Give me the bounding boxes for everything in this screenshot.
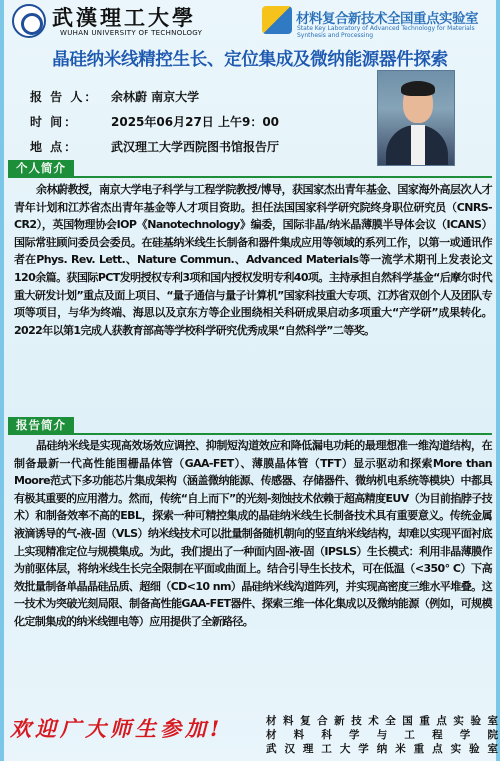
talk-meta: [30, 84, 360, 159]
speaker-row: [30, 84, 360, 109]
organizer-line: 材料复合新技术全国重点实验室: [266, 715, 498, 727]
speaker-photo: [377, 70, 455, 166]
report-text: 晶硅纳米线是实现高效场效应调控、抑制短沟道效应和降低漏电功耗的最理想准一维沟道结构，在制备最新一代高性能围栅晶体管（GAA-FET）、薄膜晶体管（TFT）显示驱动和探索More than Moore范式下多功能芯片集成架构（涵盖微纳能源、传感器、存储器件、微纳机电系统等模块）中都具有极其重要的应用潜力。然而，传统“自上而下”的光刻-刻蚀技术依赖于超高精度EUV（为目前掐脖子技术）和制备效率不高的EBL，探索一种可精控集成的晶硅纳米线生长制备技术具有重要意义。传统金属液滴诱导的气-液-固（VLS）纳米线技术可以批量制备随机朝向的竖直纳米线结构，却难以实现平面衬底上实现精准定位与规模集成。为此，我们提出了一种面内固-液-固（IPSLS）生长模式：利用非晶薄膜作为前驱体层，将纳米线生长完全限制在平面或曲面上。结合引导生长技术，可在低温（<350° C）下高效批量制备单晶晶硅品质、超细（CD<10 nm）晶硅纳米线沟道阵列，并实现高密度三维水平堆叠。这一技术为突破光刻局限、制备高性能GAA-FET器件、探索三维一体化集成以及微纳能源（例如，可规模化定制集成的纳米线锂电等）应用提供了全新路径。: [14, 439, 492, 628]
meta-key: 时 间：: [30, 115, 79, 129]
photo-hair: [401, 81, 435, 96]
university-english-name: WUHAN UNIVERSITY OF TECHNOLOGY: [60, 29, 203, 37]
university-logo-icon: [12, 4, 46, 38]
organizer-line: 材料科学与工程学院: [266, 729, 498, 741]
organizers: [266, 714, 498, 756]
meta-key: 报 告 人：: [30, 90, 99, 104]
welcome-banner: 欢迎广大师生参加!: [10, 716, 224, 741]
bio-section-divider: [8, 176, 492, 178]
header: [4, 0, 496, 44]
meta-key: 地 点：: [30, 140, 79, 154]
university-name: 武漢理工大學: [52, 5, 196, 30]
bio-text: 余林蔚教授，南京大学电子科学与工程学院教授/博导，获国家杰出青年基金、国家海外高层次人才青年计划和江苏省杰出青年基金等人才项目资助。担任法国国家科学研究院终身职位研究员（CNRS-CR2），英国物理协会IOP《Nanotechnology》编委，国际非晶/纳米晶薄膜半导体会议（ICANS）国际常驻顾问委员会委员。在硅基纳米线生长制备和器件集成应用等领域的系列工作，以第一或通讯作者在Phys. Rev. Lett.、Nature Commun.、Advanced Materials等一流学术期刊上发表论文120余篇。获国际PCT发明授权专利3项和国内授权发明专利40项。主持承担自然科学基金“后摩尔时代重大研发计划”重点及面上项目、“量子通信与量子计算机”国家科技重大专项、江苏省双创个人及团队专项等项目，与华为终端、海思以及京东方等企业围绕相关科研成果启动多项重大“产学研”成果转化。2022年以第1完成人获教育部高等学校科学研究优秀成果“自然科学”二等奖。: [14, 183, 492, 337]
photo-shirt: [411, 125, 425, 165]
time-row: [30, 109, 360, 134]
speaker-value: 余林蔚 南京大学: [111, 90, 200, 104]
report-section-label: 报告简介: [8, 417, 74, 434]
bio-section-label: 个人简介: [8, 160, 74, 177]
organizer-line: 武汉理工大学纳米重点实验室: [266, 743, 498, 755]
report-section-divider: [8, 433, 492, 435]
lab-name: 材料复合新技术全国重点实验室: [296, 11, 478, 27]
lab-logo-icon: [262, 6, 292, 34]
time-value: 2025年06月27日 上午9：00: [111, 115, 280, 129]
location-value: 武汉理工大学西院图书馆报告厅: [111, 140, 280, 154]
talk-title: 晶硅纳米线精控生长、定位集成及微纳能源器件探索: [52, 50, 448, 70]
location-row: [30, 134, 360, 159]
lab-english-name: State Key Laboratory of Advanced Technology for Materials Synthesis and Processing: [297, 25, 475, 39]
